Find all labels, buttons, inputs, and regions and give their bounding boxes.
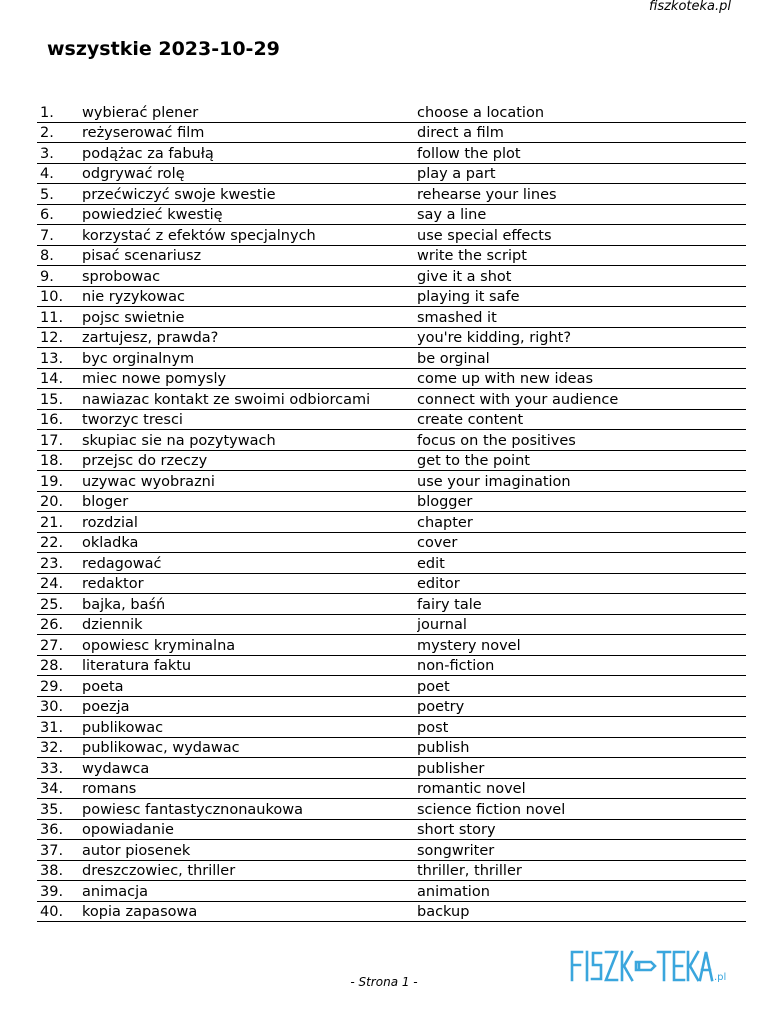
polish-term: autor piosenek [82, 840, 417, 861]
row-number: 36. [37, 819, 82, 840]
table-row [37, 819, 746, 840]
polish-term: opowiadanie [82, 819, 417, 840]
polish-term: byc orginalnym [82, 348, 417, 369]
row-number: 14. [37, 368, 82, 389]
english-term: choose a location [417, 102, 746, 122]
polish-term: sprobowac [82, 266, 417, 287]
row-number: 27. [37, 635, 82, 656]
english-term: give it a shot [417, 266, 746, 287]
row-number: 28. [37, 655, 82, 676]
row-number: 40. [37, 901, 82, 922]
polish-term: miec nowe pomysly [82, 368, 417, 389]
table-row [37, 368, 746, 389]
english-term: thriller, thriller [417, 860, 746, 881]
table-row [37, 532, 746, 553]
row-number: 1. [37, 102, 82, 122]
table-row [37, 696, 746, 717]
polish-term: romans [82, 778, 417, 799]
vocabulary-table-body [37, 102, 746, 922]
polish-term: przejsc do rzeczy [82, 450, 417, 471]
table-row [37, 635, 746, 656]
english-term: connect with your audience [417, 389, 746, 410]
table-row [37, 881, 746, 902]
english-term: publish [417, 737, 746, 758]
english-term: science fiction novel [417, 799, 746, 820]
row-number: 11. [37, 307, 82, 328]
row-number: 32. [37, 737, 82, 758]
table-row [37, 491, 746, 512]
english-term: come up with new ideas [417, 368, 746, 389]
table-row [37, 860, 746, 881]
polish-term: zartujesz, prawda? [82, 327, 417, 348]
polish-term: pojsc swietnie [82, 307, 417, 328]
english-term: cover [417, 532, 746, 553]
table-row [37, 471, 746, 492]
row-number: 15. [37, 389, 82, 410]
table-row [37, 266, 746, 287]
table-row [37, 840, 746, 861]
table-row [37, 102, 746, 122]
table-row [37, 901, 746, 922]
row-number: 3. [37, 143, 82, 164]
english-term: poet [417, 676, 746, 697]
polish-term: redagować [82, 553, 417, 574]
table-row [37, 163, 746, 184]
polish-term: podążac za fabułą [82, 143, 417, 164]
page-number: - Strona 1 - [350, 975, 418, 989]
english-term: playing it safe [417, 286, 746, 307]
english-term: editor [417, 573, 746, 594]
english-term: romantic novel [417, 778, 746, 799]
table-row [37, 286, 746, 307]
row-number: 31. [37, 717, 82, 738]
table-row [37, 737, 746, 758]
polish-term: bloger [82, 491, 417, 512]
row-number: 16. [37, 409, 82, 430]
english-term: direct a film [417, 122, 746, 143]
polish-term: nawiazac kontakt ze swoimi odbiorcami [82, 389, 417, 410]
table-row [37, 614, 746, 635]
row-number: 12. [37, 327, 82, 348]
english-term: edit [417, 553, 746, 574]
row-number: 33. [37, 758, 82, 779]
table-row [37, 430, 746, 451]
table-row [37, 122, 746, 143]
row-number: 20. [37, 491, 82, 512]
table-row [37, 204, 746, 225]
polish-term: wydawca [82, 758, 417, 779]
polish-term: nie ryzykowac [82, 286, 417, 307]
row-number: 37. [37, 840, 82, 861]
row-number: 34. [37, 778, 82, 799]
english-term: get to the point [417, 450, 746, 471]
polish-term: dziennik [82, 614, 417, 635]
table-row [37, 512, 746, 533]
row-number: 4. [37, 163, 82, 184]
english-term: focus on the positives [417, 430, 746, 451]
english-term: smashed it [417, 307, 746, 328]
english-term: write the script [417, 245, 746, 266]
english-term: publisher [417, 758, 746, 779]
polish-term: powiedzieć kwestię [82, 204, 417, 225]
english-term: say a line [417, 204, 746, 225]
row-number: 19. [37, 471, 82, 492]
english-term: be orginal [417, 348, 746, 369]
table-row [37, 676, 746, 697]
row-number: 30. [37, 696, 82, 717]
english-term: songwriter [417, 840, 746, 861]
polish-term: redaktor [82, 573, 417, 594]
table-row [37, 450, 746, 471]
row-number: 2. [37, 122, 82, 143]
english-term: you're kidding, right? [417, 327, 746, 348]
table-row [37, 778, 746, 799]
row-number: 25. [37, 594, 82, 615]
polish-term: publikowac, wydawac [82, 737, 417, 758]
table-row [37, 799, 746, 820]
polish-term: tworzyc tresci [82, 409, 417, 430]
polish-term: wybierać plener [82, 102, 417, 122]
table-row [37, 389, 746, 410]
table-row [37, 409, 746, 430]
table-row [37, 573, 746, 594]
row-number: 39. [37, 881, 82, 902]
row-number: 24. [37, 573, 82, 594]
english-term: blogger [417, 491, 746, 512]
page-title: wszystkie 2023-10-29 [47, 38, 280, 60]
table-row [37, 184, 746, 205]
polish-term: literatura faktu [82, 655, 417, 676]
table-row [37, 143, 746, 164]
polish-term: powiesc fantastycznonaukowa [82, 799, 417, 820]
table-row [37, 655, 746, 676]
english-term: use your imagination [417, 471, 746, 492]
polish-term: uzywac wyobrazni [82, 471, 417, 492]
english-term: short story [417, 819, 746, 840]
polish-term: korzystać z efektów specjalnych [82, 225, 417, 246]
polish-term: publikowac [82, 717, 417, 738]
english-term: chapter [417, 512, 746, 533]
polish-term: reżyserować film [82, 122, 417, 143]
row-number: 21. [37, 512, 82, 533]
table-row [37, 758, 746, 779]
english-term: poetry [417, 696, 746, 717]
row-number: 7. [37, 225, 82, 246]
site-link[interactable]: fiszkoteka.pl [648, 0, 731, 14]
english-term: post [417, 717, 746, 738]
english-term: animation [417, 881, 746, 902]
row-number: 38. [37, 860, 82, 881]
svg-text:.pl: .pl [714, 972, 727, 983]
row-number: 6. [37, 204, 82, 225]
english-term: create content [417, 409, 746, 430]
table-row [37, 327, 746, 348]
polish-term: okladka [82, 532, 417, 553]
english-term: use special effects [417, 225, 746, 246]
english-term: play a part [417, 163, 746, 184]
row-number: 5. [37, 184, 82, 205]
polish-term: rozdzial [82, 512, 417, 533]
table-row [37, 717, 746, 738]
polish-term: opowiesc kryminalna [82, 635, 417, 656]
polish-term: odgrywać rolę [82, 163, 417, 184]
row-number: 22. [37, 532, 82, 553]
table-row [37, 307, 746, 328]
table-row [37, 348, 746, 369]
polish-term: dreszczowiec, thriller [82, 860, 417, 881]
english-term: fairy tale [417, 594, 746, 615]
english-term: follow the plot [417, 143, 746, 164]
english-term: non-fiction [417, 655, 746, 676]
table-row [37, 553, 746, 574]
english-term: rehearse your lines [417, 184, 746, 205]
table-row [37, 225, 746, 246]
english-term: mystery novel [417, 635, 746, 656]
polish-term: przećwiczyć swoje kwestie [82, 184, 417, 205]
polish-term: pisać scenariusz [82, 245, 417, 266]
row-number: 9. [37, 266, 82, 287]
polish-term: poezja [82, 696, 417, 717]
english-term: journal [417, 614, 746, 635]
row-number: 29. [37, 676, 82, 697]
row-number: 13. [37, 348, 82, 369]
row-number: 35. [37, 799, 82, 820]
polish-term: skupiac sie na pozytywach [82, 430, 417, 451]
table-row [37, 594, 746, 615]
row-number: 26. [37, 614, 82, 635]
row-number: 17. [37, 430, 82, 451]
row-number: 10. [37, 286, 82, 307]
row-number: 23. [37, 553, 82, 574]
polish-term: bajka, baśń [82, 594, 417, 615]
polish-term: kopia zapasowa [82, 901, 417, 922]
table-row [37, 245, 746, 266]
row-number: 8. [37, 245, 82, 266]
polish-term: poeta [82, 676, 417, 697]
polish-term: animacja [82, 881, 417, 902]
vocabulary-table [37, 102, 746, 922]
english-term: backup [417, 901, 746, 922]
row-number: 18. [37, 450, 82, 471]
